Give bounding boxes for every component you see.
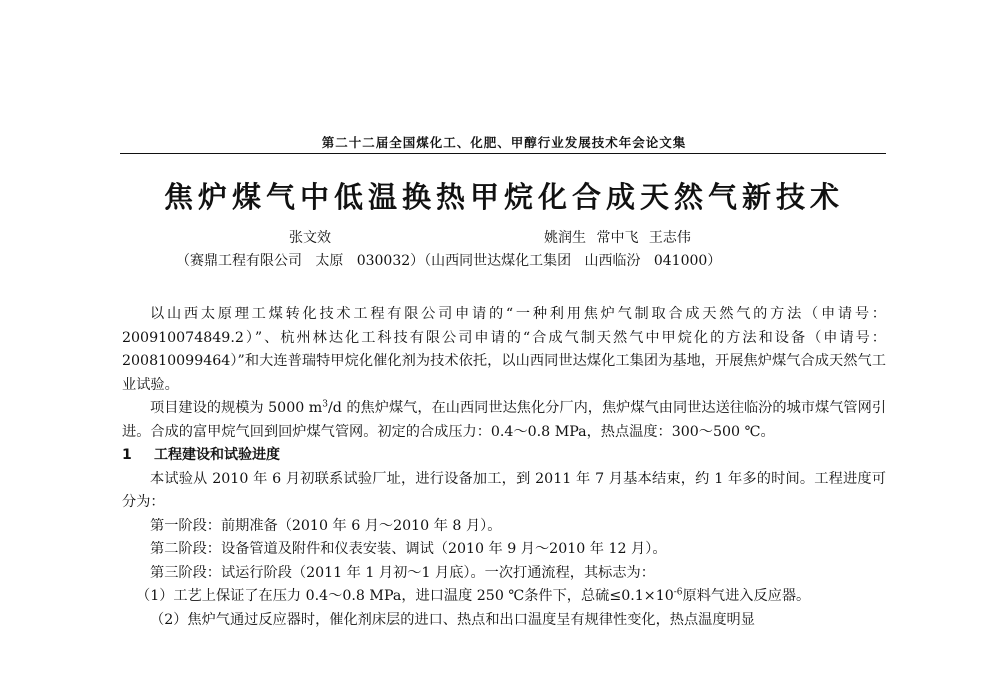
- paragraph-scale: [122, 397, 886, 444]
- paper-title: 焦炉煤气中低温换热甲烷化合成天然气新技术: [163, 180, 844, 214]
- text-span: 项目建设的规模为 5000 m: [150, 400, 323, 416]
- paragraph-progress: 本试验从 2010 年 6 月初联系试验厂址，进行设备加工，到 2011 年 7 月基本结束，约 1 年多的时间。工程进度可分为：: [122, 470, 886, 510]
- text-span: /d 的焦炉煤气，在山西同世达焦化分厂内，焦炉煤气由同世达送往临汾的城市煤气管网引进。合成的富甲烷气回到回炉煤气管网。初定的合成压力：0.4～0.8 MPa，热点温度：300～500 ℃。: [122, 400, 887, 440]
- paragraph-intro: 以山西太原理工煤转化技术工程有限公司申请的“一种利用焦炉气制取合成天然气的方法（申请号：200910074849.2）”、杭州林达化工科技有限公司申请的“合成气制天然气中甲烷化的方法和设备（申请号：200810099464）”和大连普瑞特甲烷化催化剂为技术依托，以山西同世达煤化工集团为基地，开展焦炉煤气合成天然气工业试验。: [122, 306, 886, 393]
- superscript: -6: [673, 587, 683, 598]
- superscript: 3: [322, 399, 328, 410]
- affiliation: （赛鼎工程有限公司 太原 030032）（山西同世达煤化工集团 山西临汾 041000）: [176, 253, 722, 269]
- header-rule: [120, 153, 886, 154]
- paragraph-item-2: （2）焦炉气通过反应器时，催化剂床层的进口、热点和出口温度呈有规律性变化，热点温度明显: [150, 611, 755, 628]
- paragraph-stage-3: 第三阶段：试运行阶段（2011 年 1 月初～1 月底）。一次打通流程，其标志为：: [150, 564, 655, 581]
- text-span: （1）工艺上保证了在压力 0.4～0.8 MPa，进口温度 250 ℃条件下，总硫≤0.1×10: [136, 588, 674, 604]
- body-text: [122, 303, 886, 632]
- paragraph-stage-2: 第二阶段：设备管道及附件和仪表安装、调试（2010 年 9 月～2010 年 12 月）。: [150, 541, 667, 557]
- paragraph-stage-1: 第一阶段：前期准备（2010 年 6 月～2010 年 8 月）。: [150, 517, 502, 534]
- author-right: 姚润生 常中飞 王志伟: [544, 230, 691, 246]
- running-header: 第二十二届全国煤化工、化肥、甲醇行业发展技术年会论文集: [321, 135, 687, 150]
- paragraph-item-1: [122, 585, 886, 609]
- text-span: 原料气进入反应器。: [682, 588, 811, 604]
- author-line: [0, 227, 1000, 247]
- section-number: 1: [122, 447, 132, 463]
- section-heading-1: [122, 444, 886, 468]
- section-title: 工程建设和试验进度: [154, 447, 280, 463]
- author-left: 张文效: [289, 230, 331, 246]
